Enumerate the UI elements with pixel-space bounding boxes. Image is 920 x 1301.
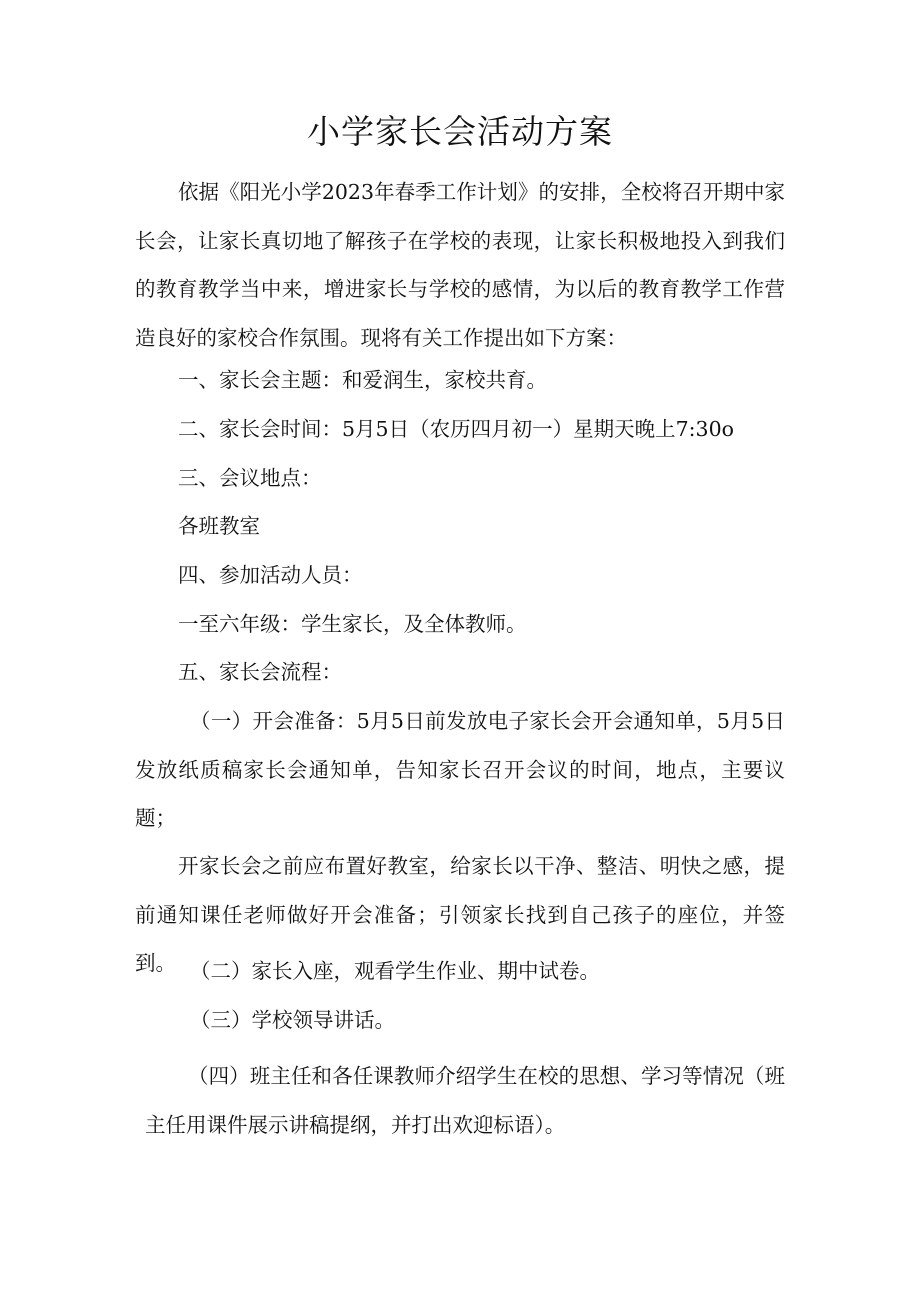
intro-paragraph: 依据《阳光小学2023年春季工作计划》的安排，全校将召开期中家长会，让家长真切地了解孩子在学校的表现，让家长积极地投入到我们的教育教学当中来，增进家长与学校的感情，为以后的教育教学工作营造良好的家校合作氛围。现将有关工作提出如下方案： [135, 180, 785, 350]
theme-line: 一、家长会主题：和爱润生，家校共育。 [178, 368, 547, 392]
step2-line: （二）家长入座，观看学生作业、期中试卷。 [190, 959, 600, 983]
document-title: 小学家长会活动方案 [307, 112, 613, 151]
time-line: 二、家长会时间：5月5日（农历四月初一）星期天晚上7:30o [178, 417, 734, 441]
place-value: 各班教室 [178, 514, 260, 538]
participants-heading: 四、参加活动人员： [178, 563, 363, 587]
step1-detail-paragraph: 开家长会之前应布置好教室，给家长以干净、整洁、明快之感，提前通知课任老师做好开会准备；引领家长找到自己孩子的座位，并签到。 [135, 854, 785, 975]
step3-line: （三）学校领导讲话。 [190, 1008, 395, 1032]
place-heading: 三、会议地点： [178, 466, 322, 490]
step4-paragraph: （四）班主任和各任课教师介绍学生在校的思想、学习等情况（班主任用课件展示讲稿提纲，并打出欢迎标语）。 [145, 1064, 785, 1137]
process-heading: 五、家长会流程： [178, 660, 342, 684]
step1-paragraph: （一）开会准备：5月5日前发放电子家长会开会通知单，5月5日发放纸质稿家长会通知单，告知家长召开会议的时间，地点，主要议题； [135, 709, 785, 830]
participants-value: 一至六年级：学生家长，及全体教师。 [178, 612, 527, 636]
